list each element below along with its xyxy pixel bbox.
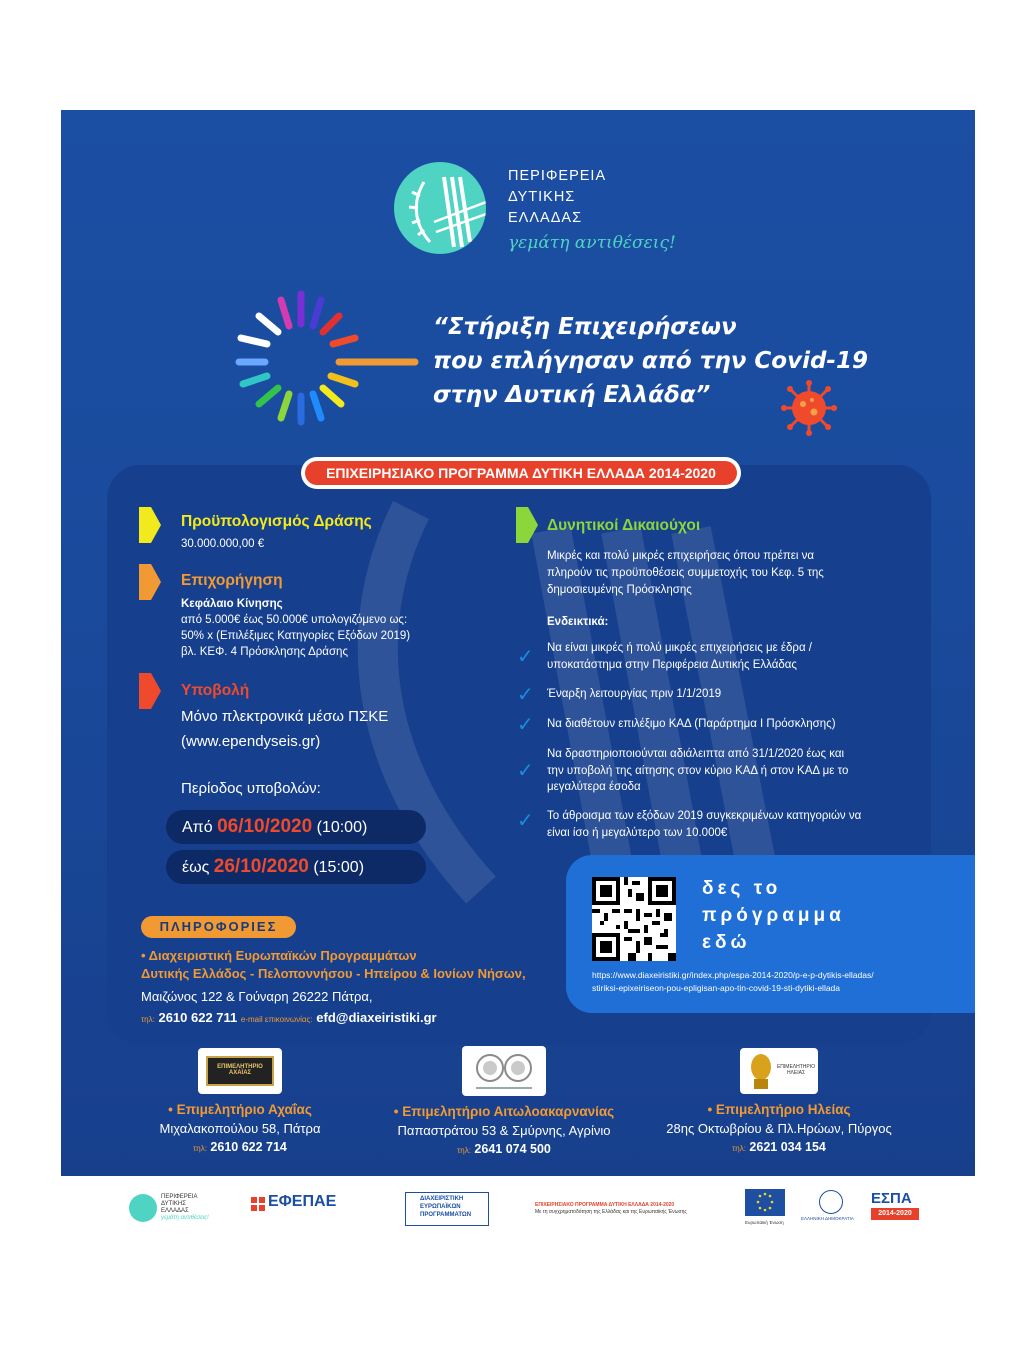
info-email[interactable]: efd@diaxeiristiki.gr bbox=[316, 1010, 437, 1025]
criterion-4-line-3: μεγαλύτερα έσοδα bbox=[547, 781, 641, 793]
submission-line-1: Μόνο πλεκτρονικά μέσω ΠΣΚΕ bbox=[181, 708, 389, 725]
beneficiaries-line-3: δημοσιευμένης Πρόσκλησης bbox=[547, 584, 692, 596]
footer-region-line-2: ΔΥΤΙΚΗΣ bbox=[161, 1201, 186, 1207]
submission-line-2: (www.ependyseis.gr) bbox=[181, 733, 321, 750]
submission-title: Υποβολή bbox=[181, 682, 250, 699]
diaxeiristiki-logo-text bbox=[420, 1195, 471, 1219]
diax-line-2: ΕΥΡΩΠΑΪΚΩΝ bbox=[420, 1204, 461, 1210]
chamber-aitoloakarnania-name: • Επιμελητήριο Αιτωλοακαρνανίας bbox=[393, 1104, 615, 1119]
grant-title: Επιχορήγηση bbox=[181, 572, 283, 589]
diax-line-3: ΠΡΟΓΡΑΜΜΑΤΩΝ bbox=[420, 1212, 472, 1218]
chamber-achaia-phone bbox=[110, 1140, 370, 1154]
qr-caption-line-3: εδώ bbox=[702, 932, 751, 953]
efepae-logo-icon bbox=[251, 1197, 265, 1211]
headline-line-1: “Στήριξη Επιχειρήσεων bbox=[433, 314, 737, 340]
chamber-ileia-address: 28ης Οκτωβρίου & Πλ.Ηρώων, Πύργος bbox=[666, 1121, 892, 1136]
criterion-5 bbox=[547, 808, 861, 841]
hellenic-emblem-icon bbox=[819, 1190, 843, 1214]
sponsor-footer bbox=[61, 1176, 975, 1240]
qr-caption-line-1: δες το bbox=[702, 878, 782, 899]
budget-title: Προϋπολογισμός Δράσης bbox=[181, 513, 372, 530]
chamber-achaia-address: Μιχαλακοπούλου 58, Πάτρα bbox=[159, 1121, 321, 1136]
info-org-line-1: • Διαχειριστική Ευρωπαϊκών Προγραμμάτων bbox=[141, 948, 417, 963]
chamber-achaia-logo-icon bbox=[198, 1048, 282, 1094]
criterion-5-line-2: είναι ίσο ή μεγαλύτερο των 10.000€ bbox=[547, 826, 728, 839]
program-banner bbox=[301, 457, 741, 489]
check-icon: ✓ bbox=[517, 714, 534, 736]
logo-slogan: γεμάτη αντιθέσεις! bbox=[508, 233, 676, 253]
chamber-aitoloakarnania-logo-icon bbox=[462, 1046, 546, 1096]
criterion-4-line-1: Να δραστηριοποιούνται αδιάλειπτα από 31/1/2020 έως και bbox=[547, 748, 845, 760]
criterion-4 bbox=[547, 746, 848, 796]
program-url-line-2: stiriksi-epixeiriseon-pou-epligisan-apo-tin-covid-19-sti-dytiki-ellada bbox=[592, 983, 841, 993]
diax-line-1: ΔΙΑΧΕΙΡΙΣΤΙΚΗ bbox=[420, 1196, 464, 1202]
to-date: 26/10/2020 bbox=[213, 856, 309, 877]
criterion-3: Να διαθέτουν επιλέξιμο ΚΑΔ (Παράρτημα Ι Πρόσκλησης) bbox=[547, 718, 836, 730]
chamber-aitoloakarnania-tel[interactable]: 2641 074 500 bbox=[474, 1142, 551, 1156]
grant-line-2: 50% x (Επιλέξιμες Κατηγορίες Εξόδων 2019) bbox=[181, 630, 411, 642]
logo-line-3: ΕΛΛΑΔΑΣ bbox=[508, 210, 583, 226]
eu-label: Ευρωπαϊκή Ένωση bbox=[745, 1220, 784, 1225]
check-icon: ✓ bbox=[517, 646, 534, 668]
info-tel-label: τηλ: bbox=[141, 1015, 155, 1024]
qr-caption bbox=[702, 875, 845, 956]
espa-years: 2014-2020 bbox=[871, 1208, 919, 1220]
info-contact bbox=[141, 1010, 437, 1029]
info-badge: ΠΛΗΡΟΦΟΡΙΕΣ bbox=[141, 916, 296, 938]
to-time: (15:00) bbox=[308, 859, 365, 876]
info-address: Μαιζώνος 122 & Γούναρη 26222 Πάτρα, bbox=[141, 989, 373, 1004]
footer-region-line-1: ΠΕΡΙΦΕΡΕΙΑ bbox=[161, 1194, 198, 1200]
criterion-1 bbox=[547, 640, 812, 673]
chamber-ileia-name: • Επιμελητήριο Ηλείας bbox=[707, 1102, 851, 1117]
rainbow-sun-icon bbox=[231, 286, 421, 431]
chamber-aitoloakarnania-address: Παπαστράτου 53 & Σμύρνης, Αγρίνιο bbox=[397, 1123, 611, 1138]
chamber-aitoloakarnania-tel-label: τηλ: bbox=[457, 1146, 471, 1155]
op-program-label: ΕΠΙΧΕΙΡΗΣΙΑΚΟ ΠΡΟΓΡΑΜΜΑ ΔΥΤΙΚΗ ΕΛΛΑΔΑ 2014-2020 bbox=[535, 1202, 675, 1208]
from-prefix: Από bbox=[182, 819, 218, 836]
chamber-ileia-logo-text: ΕΠΙΜΕΛΗΤΗΡΙΟ ΗΛΕΙΑΣ bbox=[776, 1064, 816, 1076]
chamber-aitoloakarnania bbox=[374, 1048, 634, 1156]
chamber-achaia bbox=[110, 1048, 370, 1154]
program-url-line-1: https://www.diaxeiristiki.gr/index.php/espa-2014-2020/p-e-p-dytikis-elladas/ bbox=[592, 970, 874, 980]
from-time: (10:00) bbox=[312, 819, 368, 836]
criterion-1-line-2: υποκατάστημα στην Περιφέρεια Δυτικής Ελλάδας bbox=[547, 658, 797, 671]
espa-logo-text: ΕΣΠΑ bbox=[871, 1190, 912, 1207]
from-date: 06/10/2020 bbox=[217, 816, 313, 837]
orange-arrow-icon bbox=[139, 564, 161, 600]
criterion-2: Έναρξη λειτουργίας πριν 1/1/2019 bbox=[547, 688, 722, 700]
footer-region-text bbox=[161, 1194, 209, 1222]
eu-flag-icon bbox=[745, 1189, 785, 1216]
grant-line-1: από 5.000€ έως 50.000€ υπολογιζόμενο ως: bbox=[181, 614, 408, 626]
beneficiaries-line-2: πληρούν τις προϋποθέσεις συμμετοχής του Κεφ. 5 της bbox=[547, 567, 824, 579]
chamber-ileia bbox=[649, 1048, 909, 1154]
to-prefix: έως bbox=[182, 859, 214, 876]
budget-amount: 30.000.000,00 € bbox=[181, 538, 265, 550]
check-icon: ✓ bbox=[517, 760, 534, 782]
qr-code-icon[interactable] bbox=[592, 877, 676, 961]
info-tel[interactable]: 2610 622 711 bbox=[158, 1010, 238, 1025]
headline-line-3: στην Δυτική Ελλάδα” bbox=[433, 382, 711, 408]
logo-line-1: ΠΕΡΙΦΕΡΕΙΑ bbox=[508, 168, 607, 184]
chamber-achaia-logo-text: ΕΠΙΜΕΛΗΤΗΡΙΟ ΑΧΑΪΑΣ bbox=[217, 1064, 263, 1076]
chamber-ileia-phone bbox=[649, 1140, 909, 1154]
submission-period-label: Περίοδος υποβολών: bbox=[181, 780, 321, 797]
check-icon: ✓ bbox=[517, 684, 534, 706]
chamber-achaia-name: • Επιμελητήριο Αχαΐας bbox=[168, 1102, 312, 1117]
green-arrow-icon bbox=[516, 507, 538, 543]
info-email-label: e-mail επικοινωνίας: bbox=[240, 1015, 313, 1024]
hellenic-label: ΕΛΛΗΝΙΚΗ ΔΗΜΟΚΡΑΤΙΑ bbox=[801, 1216, 854, 1221]
chamber-ileia-logo-icon bbox=[740, 1048, 818, 1094]
chamber-aitoloakarnania-phone bbox=[374, 1142, 634, 1156]
cofinancing-label: Με τη συγχρηματοδότηση της Ελλάδας και της Ευρωπαϊκής Ένωσης bbox=[535, 1209, 687, 1215]
beneficiaries-title: Δυνητικοί Δικαιούχοι bbox=[547, 517, 701, 534]
chamber-ileia-tel-label: τηλ: bbox=[732, 1144, 746, 1153]
yellow-arrow-icon bbox=[139, 507, 161, 543]
efepae-logo-text: ΕΦΕΠΑΕ bbox=[268, 1193, 337, 1210]
criterion-1-line-1: Να είναι μικρές ή πολύ μικρές επιχειρήσεις με έδρα / bbox=[547, 642, 812, 654]
footer-region-slogan: γεμάτη αντιθέσεις! bbox=[161, 1215, 209, 1221]
beneficiaries-line-1: Μικρές και πολύ μικρές επιχειρήσεις όπου πρέπει να bbox=[547, 550, 815, 562]
poster bbox=[61, 110, 975, 1176]
logo-line-2: ΔΥΤΙΚΗΣ bbox=[508, 189, 576, 205]
headline-line-2: που επλήγησαν από την Covid-19 bbox=[433, 348, 868, 374]
footer-region-logo-icon bbox=[129, 1194, 157, 1222]
chamber-ileia-tel[interactable]: 2621 034 154 bbox=[749, 1140, 826, 1154]
info-org-line-2: Δυτικής Ελλάδος - Πελοποννήσου - Ηπείρου & Ιονίων Νήσων, bbox=[141, 966, 526, 981]
diaxeiristiki-logo-icon bbox=[405, 1192, 489, 1226]
program-banner-label: ΕΠΙΧΕΙΡΗΣΙΑΚΟ ΠΡΟΓΡΑΜΜΑ ΔΥΤΙΚΗ ΕΛΛΑΔΑ 2014-2020 bbox=[305, 461, 737, 485]
chamber-achaia-tel[interactable]: 2610 622 714 bbox=[210, 1140, 287, 1154]
region-logo-text bbox=[508, 166, 606, 229]
footer-region-line-3: ΕΛΛΑΔΑΣ bbox=[161, 1208, 189, 1214]
indicative-label: Ενδεικτικά: bbox=[547, 616, 609, 628]
chamber-achaia-tel-label: τηλ: bbox=[193, 1144, 207, 1153]
qr-caption-line-2: πρόγραμμα bbox=[702, 905, 845, 926]
qr-section[interactable] bbox=[566, 855, 975, 1013]
grant-line-3: βλ. ΚΕΦ. 4 Πρόσκλησης Δράσης bbox=[181, 646, 348, 658]
red-arrow-icon bbox=[139, 673, 161, 709]
virus-icon bbox=[781, 380, 837, 441]
program-url-link[interactable] bbox=[592, 969, 874, 995]
grant-subtitle: Κεφάλαιο Κίνησης bbox=[181, 598, 283, 610]
criterion-5-line-1: Το άθροισμα των εξόδων 2019 συγκεκριμένων κατηγοριών να bbox=[547, 810, 862, 822]
criterion-4-line-2: την υποβολή της αίτησης στον κύριο ΚΑΔ ή στον ΚΑΔ με το bbox=[547, 764, 849, 777]
check-icon: ✓ bbox=[517, 810, 534, 832]
submission-to-pill bbox=[166, 850, 426, 884]
region-logo-icon bbox=[394, 162, 486, 254]
submission-from-pill bbox=[166, 810, 426, 844]
